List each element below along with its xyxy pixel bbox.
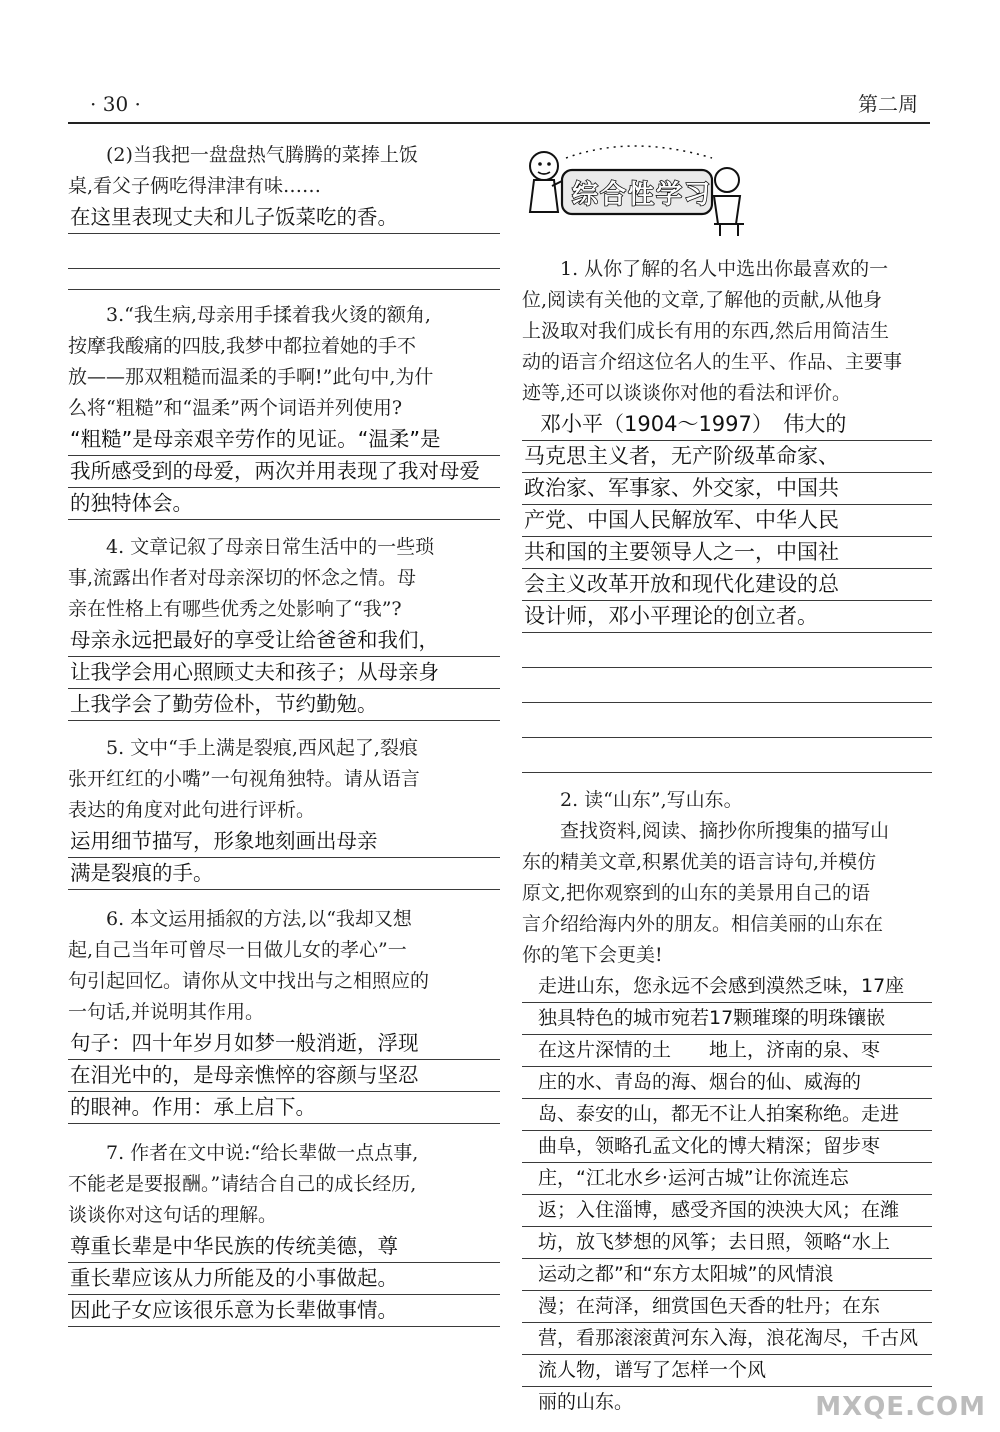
answer-line: 独具特色的城市宛若17颗璀璨的明珠镶嵌 [522,1003,932,1035]
blank-answer-line [68,269,500,290]
answer-line: 母亲永远把最好的享受让给爸爸和我们， [68,625,500,657]
answer-line: 因此子女应该很乐意为长辈做事情。 [68,1295,500,1327]
task-text: 查找资料,阅读、摘抄你所搜集的描写山 [560,820,890,842]
answer-line: 岛、泰安的山，都无不让人拍案称绝。走进 [522,1099,932,1131]
answer-line: 设计师，邓小平理论的创立者。 [522,601,932,633]
task-text: 迹等,还可以谈谈你对他的看法和评价。 [522,382,852,404]
question-text: 4. 文章记叙了母亲日常生活中的一些琐 [106,536,435,558]
answer-line: 我所感受到的母爱，两次并用表现了我对母爱 [68,456,500,488]
answer-line: 运用细节描写，形象地刻画出母亲 [68,826,500,858]
task-heading: 2. 读“山东”,写山东。 [560,789,743,811]
question-text: (2)当我把一盘盘热气腾腾的菜捧上饭 [106,144,418,166]
question-3 [68,300,500,520]
question-5 [68,733,500,890]
question-text: 3.“我生病,母亲用手揉着我火烫的额角, [106,304,431,326]
answer-line: 的独特体会。 [68,488,500,520]
task-text: 言介绍给海内外的朋友。相信美丽的山东在 [522,913,884,935]
handwritten-answer [68,1231,500,1327]
handwritten-answer [68,1028,500,1124]
blank-answer-line [522,668,932,703]
answer-line: 马克思主义者，无产阶级革命家、 [522,441,932,473]
right-column [522,140,932,1418]
question-text: 按摩我酸痛的四肢,我梦中都拉着她的手不 [68,335,417,357]
answer-line: “粗糙”是母亲艰辛劳作的见证。“温柔”是 [68,424,500,456]
task-text: 上汲取对我们成长有用的东西,然后用简洁生 [522,320,890,342]
answer-line: 政治家、军事家、外交家，中国共 [522,473,932,505]
question-text: 不能老是要报酬。”请结合自己的成长经历, [68,1173,417,1195]
answer-line: 在这片深情的土 地上，济南的泉、枣 [522,1035,932,1067]
handwritten-answer [68,826,500,890]
answer-line: 让我学会用心照顾丈夫和孩子；从母亲身 [68,657,500,689]
question-text: 亲在性格上有哪些优秀之处影响了“我”? [68,598,402,620]
answer-line: 共和国的主要领导人之一，中国社 [522,537,932,569]
question-text: 6. 本文运用插叙的方法,以“我却又想 [106,908,412,930]
header-rule [68,122,930,124]
question-text: 一句话,并说明其作用。 [68,1001,265,1023]
blank-answer-line [522,633,932,668]
watermark: MXQE.COM [815,1392,986,1422]
question-text: 桌,看父子俩吃得津津有味…… [68,175,322,197]
answer-line: 的眼神。作用：承上启下。 [68,1092,500,1124]
question-4 [68,532,500,721]
answer-line: 漫；在菏泽，细赏国色天香的牡丹；在东 [522,1291,932,1323]
answer-line: 庄，“江北水乡·运河古城”让你流连忘 [522,1163,932,1195]
answer-line: 在泪光中的，是母亲憔悴的容颜与坚忍 [68,1060,500,1092]
answer-line: 会主义改革开放和现代化建设的总 [522,569,932,601]
task-text: 你的笔下会更美! [522,944,663,966]
task-1 [522,254,932,773]
question-text: 张开红红的小嘴”一句视角独特。请从语言 [68,768,420,790]
task-2 [522,785,932,1418]
question-text: 表达的角度对此句进行评析。 [68,799,316,821]
answer-line: 丽的山东。 [538,1391,634,1413]
question-7 [68,1138,500,1327]
answer-line: 营，看那滚滚黄河东入海，浪花淘尽，千古风 [522,1323,932,1355]
question-2 [68,140,500,290]
handwritten-answer [68,202,500,290]
comprehensive-study-banner [522,140,932,250]
question-text: 句引起回忆。请你从文中找出与之相照应的 [68,970,430,992]
answer-line: 邓小平（1904～1997） 伟大的 [522,409,932,441]
handwritten-answer [68,424,500,520]
answer-line: 流人物，谱写了怎样一个风 [522,1355,932,1387]
question-text: 5. 文中“手上满是裂痕,西风起了,裂痕 [106,737,418,759]
week-label: 第二周 [858,92,918,116]
blank-answer-line [68,234,500,269]
answer-line: 重长辈应该从力所能及的小事做起。 [68,1263,500,1295]
page-number: · 30 · [90,92,141,116]
answer-line: 尊重长辈是中华民族的传统美德，尊 [68,1231,500,1263]
answer-line: 曲阜，领略孔孟文化的博大精深；留步枣 [522,1131,932,1163]
question-text: 放——那双粗糙而温柔的手啊!”此句中,为什 [68,366,434,388]
task-text: 原文,把你观察到的山东的美景用自己的语 [522,882,871,904]
answer-line: 产党、中国人民解放军、中华人民 [522,505,932,537]
answer-line: 运动之都”和“东方太阳城”的风情浪 [522,1259,932,1291]
question-text: 起,自己当年可曾尽一日做儿女的孝心”一 [68,939,407,961]
task-text: 1. 从你了解的名人中选出你最喜欢的一 [560,258,889,280]
task-text: 东的精美文章,积累优美的语言诗句,并模仿 [522,851,877,873]
answer-line: 在这里表现丈夫和儿子饭菜吃的香。 [68,202,500,234]
question-6 [68,904,500,1124]
left-column [68,140,500,1327]
answer-line: 句子：四十年岁月如梦一般消逝，浮现 [68,1028,500,1060]
blank-answer-line [522,703,932,738]
banner-title: 综合性学习 [572,180,713,210]
handwritten-answer [522,971,932,1418]
answer-line: 返；入住淄博，感受齐国的泱泱大风；在潍 [522,1195,932,1227]
blank-answer-line [522,738,932,773]
answer-line: 坊，放飞梦想的风筝；去日照，领略“水上 [522,1227,932,1259]
task-text: 位,阅读有关他的文章,了解他的贡献,从他身 [522,289,883,311]
answer-line: 上我学会了勤劳俭朴，节约勤勉。 [68,689,500,721]
answer-line: 满是裂痕的手。 [68,858,500,890]
question-text: 么将“粗糙”和“温柔”两个词语并列使用? [68,397,403,419]
task-text: 动的语言介绍这位名人的生平、作品、主要事 [522,351,903,373]
answer-line: 走进山东，您永远不会感到漠然乏味，17座 [522,971,932,1003]
question-text: 事,流露出作者对母亲深切的怀念之情。母 [68,567,417,589]
answer-line: 庄的水、青岛的海、烟台的仙、威海的 [522,1067,932,1099]
question-text: 7. 作者在文中说:“给长辈做一点点事, [106,1142,419,1164]
handwritten-answer [68,625,500,721]
handwritten-answer [522,409,932,773]
question-text: 谈谈你对这句话的理解。 [68,1204,278,1226]
